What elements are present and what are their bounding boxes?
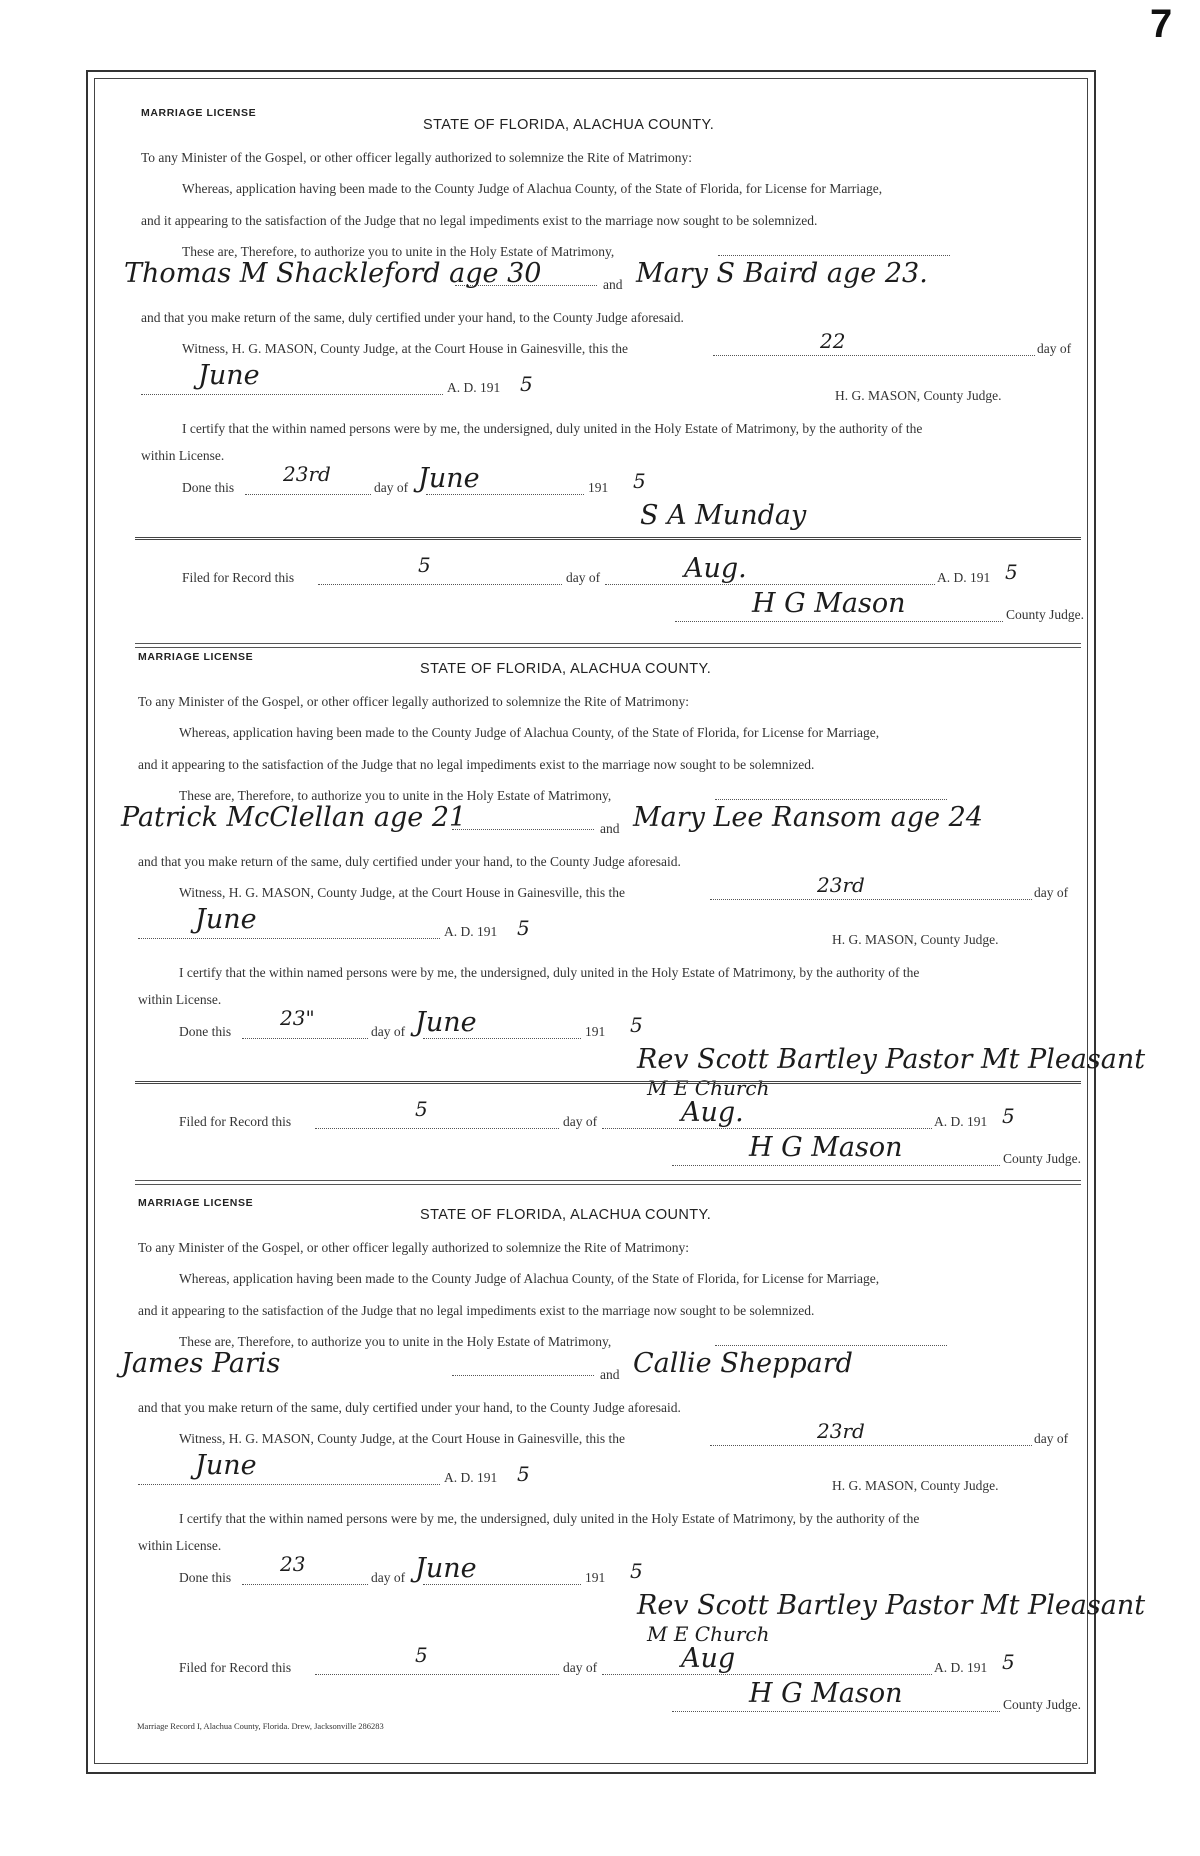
done-day-of-label: day of: [374, 480, 409, 495]
clerk-signature: H G Mason: [749, 1678, 903, 1709]
done-year-digit-handwritten: 5: [633, 469, 646, 493]
done-month-handwritten: June: [415, 1007, 477, 1038]
witness-line: Witness, H. G. MASON, County Judge, at the Court House in Gainesville, this the: [179, 1431, 626, 1446]
officiant-church: M E Church: [647, 1076, 770, 1100]
certify-line: I certify that the within named persons were by me, the undersigned, duly united in the Holy Estate of Matrimony, by the authority of the: [182, 421, 923, 436]
satisfaction-line: and it appearing to the satisfaction of the Judge that no legal impediments exist to the marriage now sought to be solemnized.: [138, 1303, 815, 1318]
done-this-label: Done this: [182, 480, 235, 495]
ad-year-label: A. D. 191: [444, 1470, 498, 1485]
witness-month-handwritten: June: [198, 360, 260, 391]
page-number: 7: [1150, 2, 1173, 46]
filed-day-handwritten: 5: [415, 1097, 428, 1121]
done-day-handwritten: 23: [280, 1552, 306, 1576]
clerk-signature: H G Mason: [752, 588, 906, 619]
witness-line: Witness, H. G. MASON, County Judge, at the Court House in Gainesville, this the: [182, 341, 629, 356]
witness-month-handwritten: June: [195, 904, 257, 935]
dotted-fill-line: [710, 1445, 1032, 1446]
day-of-label: day of: [1037, 341, 1072, 356]
dotted-fill-line: [602, 1128, 932, 1129]
filed-day-handwritten: 5: [415, 1643, 428, 1667]
return-line: and that you make return of the same, duly certified under your hand, to the County Judge aforesaid.: [138, 1400, 681, 1415]
groom-name: James Paris: [121, 1348, 281, 1379]
done-day-handwritten: 23rd: [283, 462, 331, 486]
certify-line: I certify that the within named persons were by me, the undersigned, duly united in the Holy Estate of Matrimony, by the authority of the: [179, 1511, 920, 1526]
groom-name: Patrick McClellan age 21: [121, 802, 467, 833]
dotted-fill-line: [715, 799, 947, 800]
dotted-fill-line: [141, 394, 443, 395]
judge-signature-printed: H. G. MASON, County Judge.: [832, 932, 999, 947]
judge-signature-printed: H. G. MASON, County Judge.: [835, 388, 1002, 403]
filed-ad-label: A. D. 191: [934, 1660, 988, 1675]
whereas-line: Whereas, application having been made to the County Judge of Alachua County, of the State of Florida, for License for Marriage,: [179, 1271, 880, 1286]
filed-month-handwritten: Aug: [681, 1643, 736, 1674]
done-year-digit-handwritten: 5: [630, 1013, 643, 1037]
dotted-fill-line: [318, 584, 562, 585]
dotted-fill-line: [602, 1674, 932, 1675]
dotted-fill-line: [672, 1711, 1000, 1712]
done-month-handwritten: June: [415, 1553, 477, 1584]
officiant-signature: Rev Scott Bartley Pastor Mt Pleasant: [637, 1044, 1146, 1075]
divider-rule: [135, 1081, 1081, 1082]
county-judge-label: County Judge.: [1006, 607, 1085, 622]
whereas-line: Whereas, application having been made to the County Judge of Alachua County, of the State of Florida, for License for Marriage,: [179, 725, 880, 740]
bride-name: Callie Sheppard: [633, 1348, 853, 1379]
witness-line: Witness, H. G. MASON, County Judge, at the Court House in Gainesville, this the: [179, 885, 626, 900]
done-year-label: 191: [585, 1024, 606, 1039]
day-of-label: day of: [1034, 885, 1069, 900]
bride-name: Mary S Baird age 23.: [636, 258, 928, 289]
filed-ad-label: A. D. 191: [937, 570, 991, 585]
witness-day-handwritten: 22: [820, 329, 846, 353]
filed-month-handwritten: Aug.: [681, 1097, 744, 1128]
state-title: STATE OF FLORIDA, ALACHUA COUNTY.: [420, 1207, 712, 1223]
ad-digit-handwritten: 5: [517, 916, 530, 940]
filed-label: Filed for Record this: [182, 570, 295, 585]
filed-day-of-label: day of: [563, 1114, 598, 1129]
dotted-fill-line: [315, 1128, 559, 1129]
dotted-fill-line: [710, 899, 1032, 900]
ad-digit-handwritten: 5: [517, 1462, 530, 1486]
satisfaction-line: and it appearing to the satisfaction of the Judge that no legal impediments exist to the marriage now sought to be solemnized.: [138, 757, 815, 772]
dotted-fill-line: [713, 355, 1035, 356]
officiant-church: M E Church: [647, 1622, 770, 1646]
done-year-digit-handwritten: 5: [630, 1559, 643, 1583]
dotted-fill-line: [452, 1375, 594, 1376]
dotted-fill-line: [315, 1674, 559, 1675]
dotted-fill-line: [718, 255, 950, 256]
section-separator: [135, 643, 1081, 648]
dotted-fill-line: [242, 1038, 368, 1039]
license-header: MARRIAGE LICENSE: [141, 107, 257, 119]
done-this-label: Done this: [179, 1024, 232, 1039]
ad-digit-handwritten: 5: [520, 372, 533, 396]
county-judge-label: County Judge.: [1003, 1151, 1082, 1166]
officiant-signature: S A Munday: [640, 500, 807, 531]
done-year-label: 191: [585, 1570, 606, 1585]
dotted-fill-line: [675, 621, 1003, 622]
clerk-signature: H G Mason: [749, 1132, 903, 1163]
done-day-of-label: day of: [371, 1024, 406, 1039]
divider-rule: [135, 1083, 1081, 1084]
judge-signature-printed: H. G. MASON, County Judge.: [832, 1478, 999, 1493]
dotted-fill-line: [245, 494, 371, 495]
dotted-fill-line: [423, 1038, 581, 1039]
filed-month-handwritten: Aug.: [684, 553, 747, 584]
license-header: MARRIAGE LICENSE: [138, 1197, 254, 1209]
dotted-fill-line: [426, 494, 584, 495]
divider-rule: [135, 537, 1081, 538]
filed-ad-label: A. D. 191: [934, 1114, 988, 1129]
license-header: MARRIAGE LICENSE: [138, 651, 254, 663]
state-title: STATE OF FLORIDA, ALACHUA COUNTY.: [423, 117, 715, 133]
authorize-line: These are, Therefore, to authorize you to unite in the Holy Estate of Matrimony,: [179, 788, 612, 803]
county-judge-label: County Judge.: [1003, 1697, 1082, 1712]
filed-label: Filed for Record this: [179, 1660, 292, 1675]
done-this-label: Done this: [179, 1570, 232, 1585]
satisfaction-line: and it appearing to the satisfaction of the Judge that no legal impediments exist to the marriage now sought to be solemnized.: [141, 213, 818, 228]
filed-day-of-label: day of: [566, 570, 601, 585]
dotted-fill-line: [672, 1165, 1000, 1166]
dotted-fill-line: [452, 829, 594, 830]
filed-digit-handwritten: 5: [1002, 1104, 1015, 1128]
authorize-line: These are, Therefore, to authorize you to unite in the Holy Estate of Matrimony,: [182, 244, 615, 259]
witness-day-handwritten: 23rd: [817, 1419, 865, 1443]
day-of-label: day of: [1034, 1431, 1069, 1446]
dotted-fill-line: [605, 584, 935, 585]
done-month-handwritten: June: [418, 463, 480, 494]
filed-digit-handwritten: 5: [1005, 560, 1018, 584]
ad-year-label: A. D. 191: [444, 924, 498, 939]
dotted-fill-line: [242, 1584, 368, 1585]
within-license-line: within License.: [138, 992, 222, 1007]
certify-line: I certify that the within named persons were by me, the undersigned, duly united in the Holy Estate of Matrimony, by the authority of the: [179, 965, 920, 980]
officiant-signature: Rev Scott Bartley Pastor Mt Pleasant: [637, 1590, 1146, 1621]
address-line: To any Minister of the Gospel, or other officer legally authorized to solemnize the Rite of Matrimony:: [138, 1240, 690, 1255]
within-license-line: within License.: [141, 448, 225, 463]
bride-name: Mary Lee Ransom age 24: [633, 802, 983, 833]
state-title: STATE OF FLORIDA, ALACHUA COUNTY.: [420, 661, 712, 677]
footer-imprint: Marriage Record I, Alachua County, Florida. Drew, Jacksonville 286283: [137, 1721, 384, 1731]
groom-name: Thomas M Shackleford age 30: [124, 258, 542, 289]
return-line: and that you make return of the same, duly certified under your hand, to the County Judge aforesaid.: [138, 854, 681, 869]
divider-rule: [135, 539, 1081, 540]
within-license-line: within License.: [138, 1538, 222, 1553]
filed-digit-handwritten: 5: [1002, 1650, 1015, 1674]
address-line: To any Minister of the Gospel, or other officer legally authorized to solemnize the Rite of Matrimony:: [141, 150, 693, 165]
and-label: and: [600, 1367, 620, 1382]
ad-year-label: A. D. 191: [447, 380, 501, 395]
address-line: To any Minister of the Gospel, or other officer legally authorized to solemnize the Rite of Matrimony:: [138, 694, 690, 709]
authorize-line: These are, Therefore, to authorize you to unite in the Holy Estate of Matrimony,: [179, 1334, 612, 1349]
filed-label: Filed for Record this: [179, 1114, 292, 1129]
dotted-fill-line: [138, 1484, 440, 1485]
filed-day-of-label: day of: [563, 1660, 598, 1675]
witness-day-handwritten: 23rd: [817, 873, 865, 897]
dotted-fill-line: [455, 285, 597, 286]
whereas-line: Whereas, application having been made to the County Judge of Alachua County, of the State of Florida, for License for Marriage,: [182, 181, 883, 196]
dotted-fill-line: [715, 1345, 947, 1346]
done-day-handwritten: 23": [280, 1006, 315, 1030]
done-year-label: 191: [588, 480, 609, 495]
and-label: and: [600, 821, 620, 836]
dotted-fill-line: [138, 938, 440, 939]
dotted-fill-line: [423, 1584, 581, 1585]
return-line: and that you make return of the same, duly certified under your hand, to the County Judge aforesaid.: [141, 310, 684, 325]
witness-month-handwritten: June: [195, 1450, 257, 1481]
section-separator: [135, 1180, 1081, 1185]
done-day-of-label: day of: [371, 1570, 406, 1585]
filed-day-handwritten: 5: [418, 553, 431, 577]
and-label: and: [603, 277, 623, 292]
